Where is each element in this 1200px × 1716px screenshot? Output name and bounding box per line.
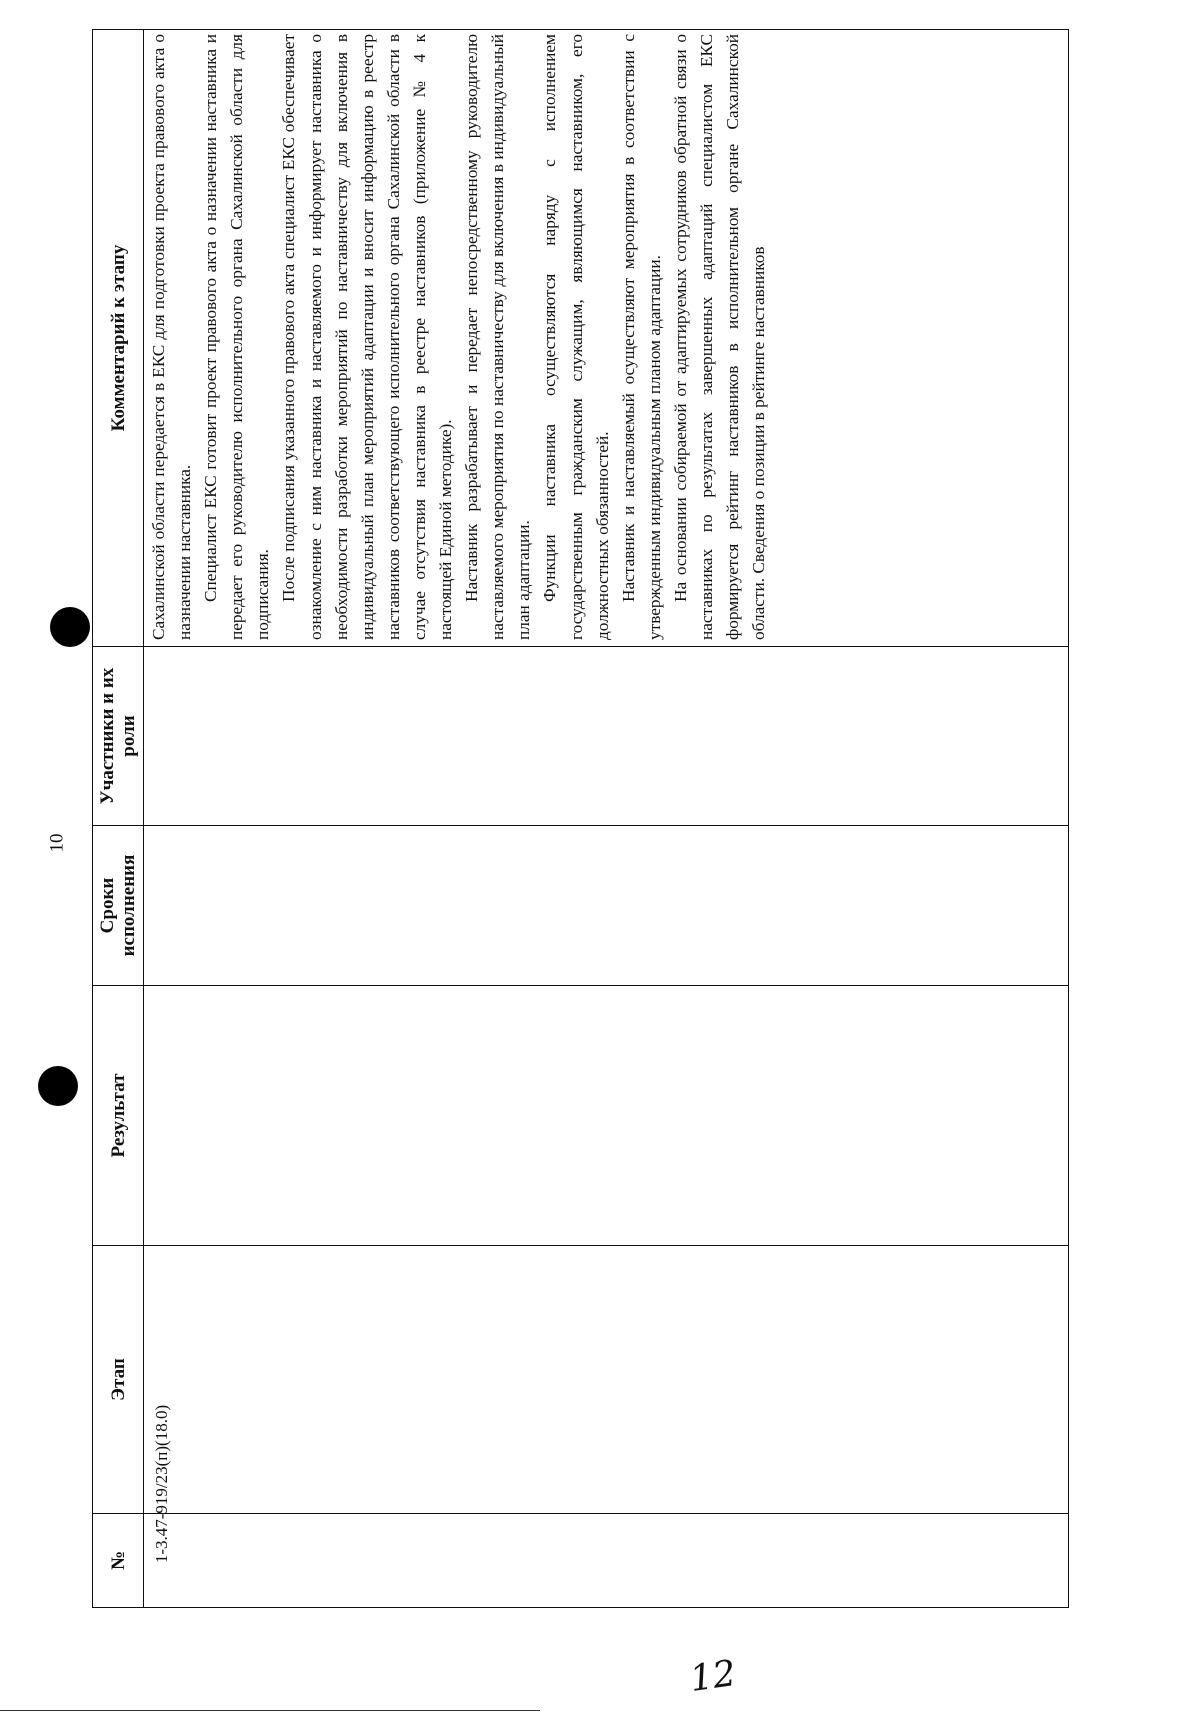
cell-stage	[144, 1246, 1069, 1514]
cell-participants	[144, 647, 1069, 826]
comment-paragraph: Сахалинской области передается в ЕКС для подготовки проекта правового акта о назначении наставника.	[149, 34, 195, 640]
header-participants: Участники и их роли	[93, 647, 144, 826]
header-stage: Этап	[93, 1246, 144, 1514]
cell-deadline	[144, 826, 1069, 986]
header-deadline: Сроки исполнения	[93, 826, 144, 986]
cell-num	[144, 1514, 1069, 1608]
table-row	[144, 30, 1069, 1608]
comment-paragraph: После подписания указанного правового акта специалист ЕКС обеспечивает ознакомление с ним наставника и наставляемого и информирует наставника о необходимости разработки мероприятий по наставничеству для включения в индивидуальный план мероприятий адаптации и вносит информацию в реестр наставников соответствующего исполнительного органа Сахалинской области в случае отсутствия наставника в реестре наставников (приложение № 4 к настоящей Единой методике).	[279, 34, 456, 640]
comment-paragraph: Наставник и наставляемый осуществляют мероприятия в соответствии с утвержденным индивидуальным планом адаптации.	[618, 34, 664, 640]
comment-paragraph: Наставник разрабатывает и передает непосредственному руководителю наставляемого мероприятия по наставничеству для включения в индивидуальный план адаптации.	[462, 34, 534, 640]
header-result: Результат	[93, 986, 144, 1246]
handwritten-page-number: 12	[687, 1653, 739, 1700]
header-num: №	[93, 1514, 144, 1608]
hole-punch-bottom	[38, 1066, 78, 1106]
page-number: 10	[46, 833, 68, 853]
comment-paragraph: Специалист ЕКС готовит проект правового акта о назначении наставника и передает его руководителю исполнительного органа Сахалинской области для подписания.	[201, 34, 273, 640]
bottom-rule	[0, 1710, 540, 1711]
hole-punch-top	[50, 607, 90, 647]
comment-paragraph: Функции наставника осуществляются наряду с исполнением государственным гражданским служащим, являющимся наставником, его должностных обязанностей.	[540, 34, 612, 640]
document-code: 1-3.47-919/23(п)(18.0)	[152, 1404, 171, 1564]
cell-comment	[144, 30, 1069, 647]
stage-table	[92, 30, 1069, 1608]
table-header-row	[93, 30, 144, 1608]
comment-paragraph: На основании собираемой от адаптируемых сотрудников обратной связи о наставниках по результатах завершенных адаптаций специалистом ЕКС формируется рейтинг наставников в исполнительном органе Сахалинской области. Сведения о позиции в рейтинге наставников	[670, 34, 769, 640]
cell-result	[144, 986, 1069, 1246]
header-comment: Комментарий к этапу	[93, 30, 144, 647]
